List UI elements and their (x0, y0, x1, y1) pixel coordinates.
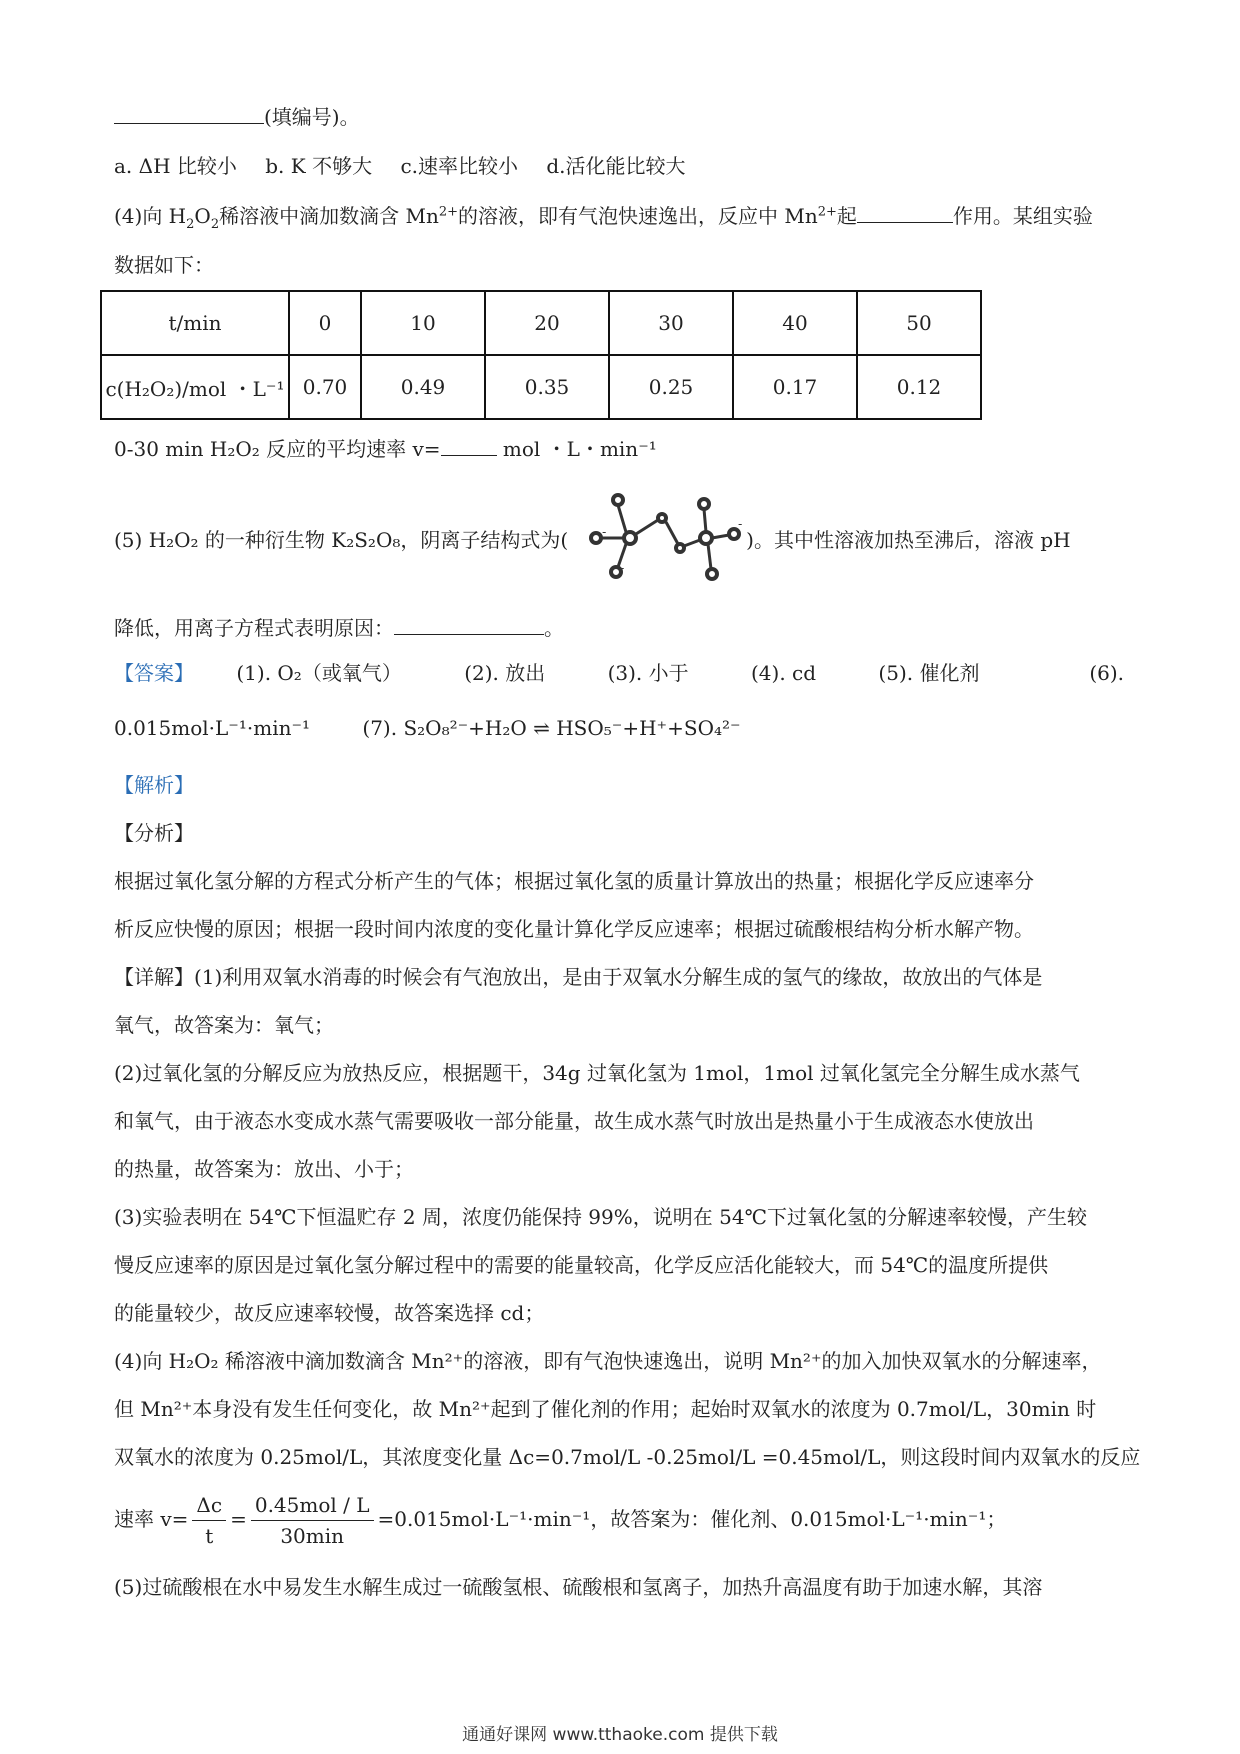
answer-6: 0.015mol·L⁻¹·min⁻¹ (114, 716, 311, 740)
analysis-sub-label: 【分析】 (114, 821, 194, 845)
svg-text:-: - (738, 517, 743, 531)
rate-formula-line: 速率 v= $\frac{\Delta c}{t}$ = $\frac{\text{0.45mol / L}}{30\min}$ =0.015mol·L⁻¹·min⁻¹，故答案为：催化剂、0.015mol·L⁻¹·min⁻¹； (114, 1490, 1006, 1551)
svg-text:-: - (620, 561, 625, 575)
option-b: b. K 不够大 (265, 154, 373, 178)
answer-5: (5). 催化剂 (878, 661, 980, 685)
table-cell: 0 (289, 291, 361, 355)
table-cell: 0.35 (485, 355, 609, 419)
answer-blank (857, 200, 953, 223)
analysis-text: 析反应快慢的原因；根据一段时间内浓度的变化量计算化学反应速率；根据过硫酸根结构分析水解产物。 (114, 917, 1034, 941)
answer-7: (7). S₂O₈²⁻+H₂O ⇌ HSO₅⁻+H⁺+SO₄²⁻ (362, 716, 741, 740)
option-d: d.活化能比较大 (546, 154, 686, 178)
table-cell: 50 (857, 291, 981, 355)
detail-text: 慢反应速率的原因是过氧化氢分解过程中的需要的能量较高，化学反应活化能较大，而 54℃的温度所提供 (114, 1253, 1049, 1277)
q4-line1: (4)向 $H_2O_2$稀溶液中滴加数滴含 $Mn^{2+}$的溶液，即有气泡快速逸出，反应中 $Mn^{2+}$起 作用。某组实验 (114, 200, 1093, 231)
footer-watermark: 通通好课网 www.tthaoke.com 提供下载 (462, 1725, 778, 1745)
q5-line1: (5) H₂O₂ 的一种衍生物 K₂S₂O₈，阴离子结构式为( )。其中性溶液加热至沸后，溶液 pH (114, 528, 1071, 552)
table-cell: 10 (361, 291, 485, 355)
answer-label: 【答案】 (114, 661, 194, 685)
detail-text: 氧气，故答案为：氧气； (114, 1013, 334, 1037)
q3-fill-label: (填编号)。 (264, 105, 360, 129)
table-cell: 20 (485, 291, 609, 355)
detail-text: (3)实验表明在 54℃下恒温贮存 2 周，浓度仍能保持 99%，说明在 54℃下过氧化氢的分解速率较慢，产生较 (114, 1205, 1087, 1229)
answer-line1 (114, 658, 1124, 688)
answer-blank (441, 433, 497, 456)
option-c: c.速率比较小 (400, 154, 518, 178)
answer-line2 (114, 713, 741, 743)
analysis-label: 【解析】 (114, 773, 194, 797)
fraction: $\frac{\text{0.45mol / L}}{30\min}$ (251, 1490, 374, 1551)
detail-text: 但 Mn²⁺本身没有发生任何变化，故 Mn²⁺起到了催化剂的作用；起始时双氧水的浓度为 0.7mol/L，30min 时 (114, 1397, 1097, 1421)
answer-4: (4). cd (751, 661, 817, 685)
detail-text: (2)过氧化氢的分解反应为放热反应，根据题干，34g 过氧化氢为 1mol，1mol 过氧化氢完全分解生成水蒸气 (114, 1061, 1080, 1085)
detail-text: (5)过硫酸根在水中易发生水解生成过一硫酸氢根、硫酸根和氢离子，加热升高温度有助于加速水解，其溶 (114, 1575, 1043, 1599)
q3-options (114, 151, 708, 181)
q4-line2: 数据如下： (114, 253, 214, 277)
answer-2: (2). 放出 (464, 661, 546, 685)
fraction: $\frac{\Delta c}{t}$ (192, 1490, 226, 1551)
answer-3: (3). 小于 (607, 661, 689, 685)
table-cell: 0.25 (609, 355, 733, 419)
persulfate-structure-image (588, 492, 758, 584)
data-table (100, 290, 982, 420)
answer-1: (1). O₂（或氧气） (236, 661, 402, 685)
answer-blank (394, 612, 544, 635)
detail-text: 的热量，故答案为：放出、小于； (114, 1157, 414, 1181)
q3-fill-line (114, 101, 360, 132)
q5-line2: 降低，用离子方程式表明原因： 。 (114, 612, 564, 643)
detail-text: 和氧气，由于液态水变成水蒸气需要吸收一部分能量，故生成水蒸气时放出是热量小于生成液态水使放出 (114, 1109, 1034, 1133)
table-cell: 0.70 (289, 355, 361, 419)
table-cell: 40 (733, 291, 857, 355)
rate-line: 0-30 min H₂O₂ 反应的平均速率 v= mol ・L・min⁻¹ (114, 433, 657, 464)
option-a: a. ΔH 比较小 (114, 154, 237, 178)
svg-text:-: - (602, 525, 607, 539)
table-header-time: t/min (101, 291, 289, 355)
table-row (101, 355, 981, 419)
table-cell: 0.49 (361, 355, 485, 419)
answer-6-head: (6). (1089, 661, 1124, 685)
table-cell: 30 (609, 291, 733, 355)
detail-text: 双氧水的浓度为 0.25mol/L，其浓度变化量 Δc=0.7mol/L -0.25mol/L =0.45mol/L，则这段时间内双氧水的反应 (114, 1445, 1141, 1469)
detail-text: (4)向 H₂O₂ 稀溶液中滴加数滴含 Mn²⁺的溶液，即有气泡快速逸出，说明 Mn²⁺的加入加快双氧水的分解速率， (114, 1349, 1102, 1373)
table-row (101, 291, 981, 355)
table-cell: 0.12 (857, 355, 981, 419)
analysis-text: 根据过氧化氢分解的方程式分析产生的气体；根据过氧化氢的质量计算放出的热量；根据化学反应速率分 (114, 869, 1034, 893)
detail-text: 【详解】(1)利用双氧水消毒的时候会有气泡放出，是由于双氧水分解生成的氢气的缘故，故放出的气体是 (114, 965, 1043, 989)
answer-blank (114, 101, 264, 124)
table-cell: 0.17 (733, 355, 857, 419)
table-header-conc: c(H₂O₂)/mol ・L⁻¹ (101, 355, 289, 419)
detail-text: 的能量较少，故反应速率较慢，故答案选择 cd； (114, 1301, 545, 1325)
